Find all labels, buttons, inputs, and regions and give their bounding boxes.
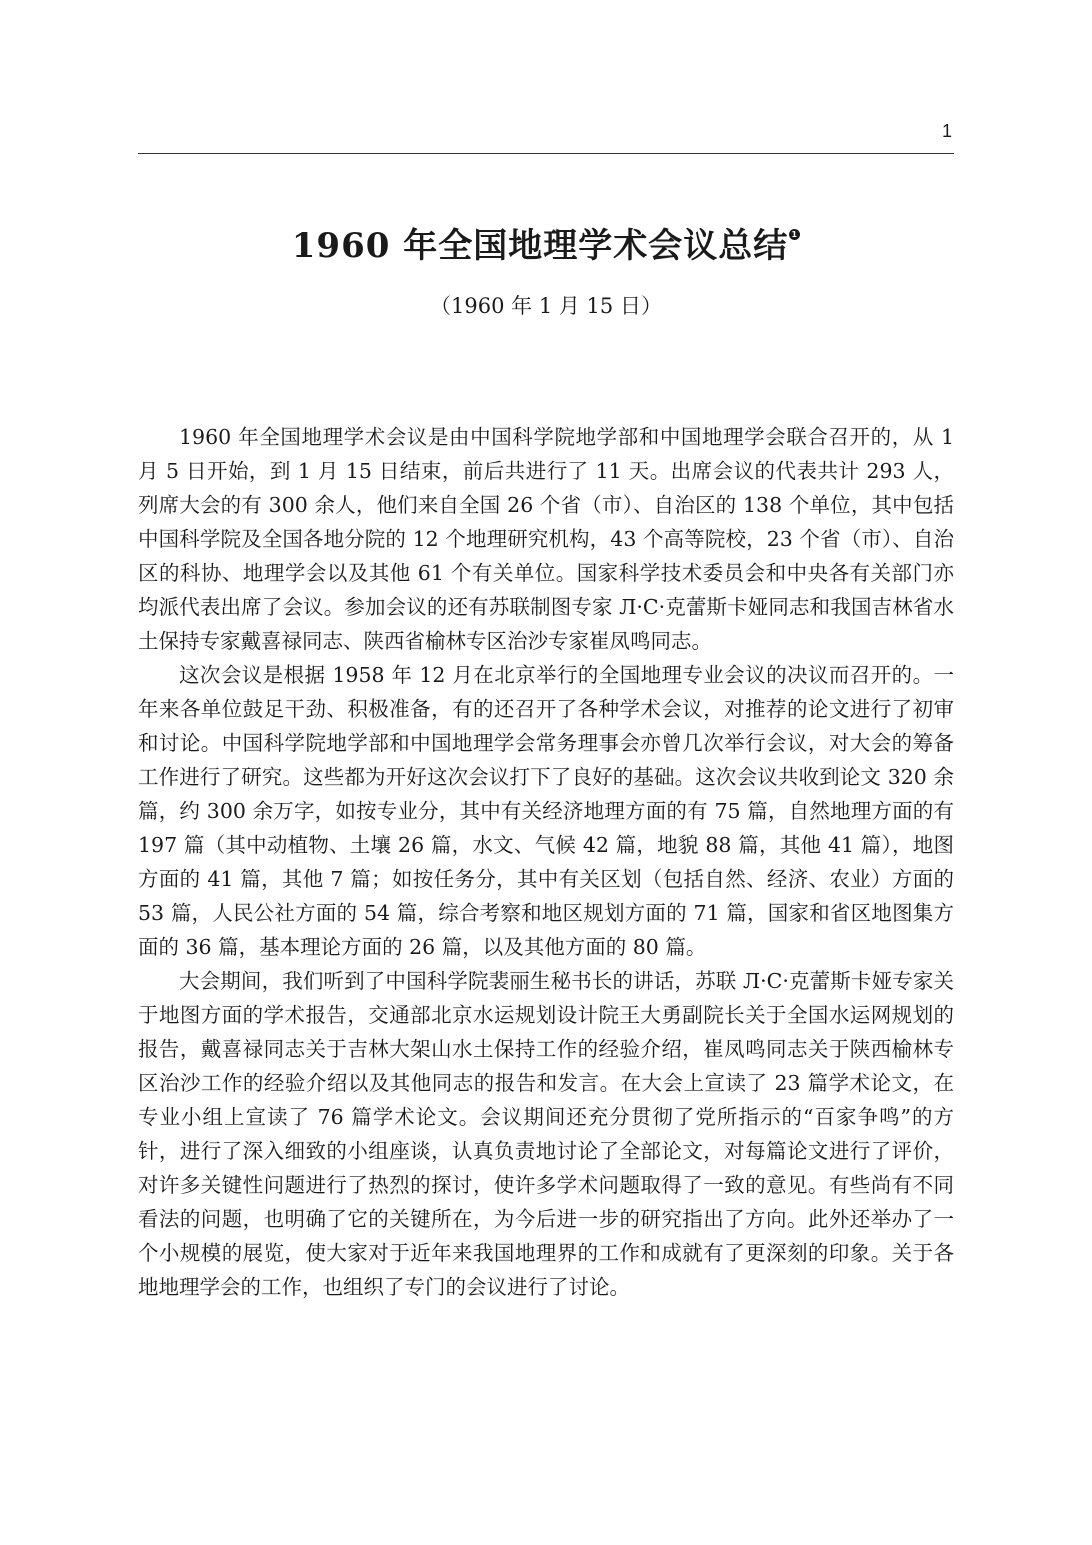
document-title: [138, 222, 954, 270]
paragraph-3: 大会期间，我们听到了中国科学院裴丽生秘书长的讲话，苏联 Л·С·克蕾斯卡娅专家关于地图方面的学术报告，交通部北京水运规划设计院王大勇副院长关于全国水运网规划的报告，戴喜禄同志关于吉林大架山水土保持工作的经验介绍，崔凤鸣同志关于陕西榆林专区治沙工作的经验介绍以及其他同志的报告和发言。在大会上宣读了 23 篇学术论文，在专业小组上宣读了 76 篇学术论文。会议期间还充分贯彻了党所指示的“百家争鸣”的方针，进行了深入细致的小组座谈，认真负责地讨论了全部论文，对每篇论文进行了评价，对许多关键性问题进行了热烈的探讨，使许多学术问题取得了一致的意见。有些尚有不同看法的问题，也明确了它的关键所在，为今后进一步的研究指出了方向。此外还举办了一个小规模的展览，使大家对于近年来我国地理界的工作和成就有了更深刻的印象。关于各地地理学会的工作，也组织了专门的会议进行了讨论。: [138, 969, 954, 1299]
header-rule: [138, 153, 954, 154]
body-text: [138, 420, 954, 1304]
paragraph-1: 1960 年全国地理学术会议是由中国科学院地学部和中国地理学会联合召开的，从 1 月 5 日开始，到 1 月 15 日结束，前后共进行了 11 天。出席会议的代表共计 293 人，列席大会的有 300 余人，他们来自全国 26 个省（市）、自治区的 138 个单位，其中包括中国科学院及全国各地分院的 12 个地理研究机构，43 个高等院校，23 个省（市）、自治区的科协、地理学会以及其他 61 个有关单位。国家科学技术委员会和中央各有关部门亦均派代表出席了会议。参加会议的还有苏联制图专家 Л·С·克蕾斯卡娅同志和我国吉林省水土保持专家戴喜禄同志、陕西省榆林专区治沙专家崔凤鸣同志。: [138, 425, 954, 653]
document-date: （1960 年 1 月 15 日）: [430, 294, 662, 318]
footnote-mark[interactable]: 1: [789, 229, 800, 240]
paragraph-2: 这次会议是根据 1958 年 12 月在北京举行的全国地理专业会议的决议而召开的。一年来各单位鼓足干劲、积极准备，有的还召开了各种学术会议，对推荐的论文进行了初审和讨论。中国科学院地学部和中国地理学会常务理事会亦曾几次举行会议，对大会的筹备工作进行了研究。这些都为开好这次会议打下了良好的基础。这次会议共收到论文 320 余篇，约 300 余万字，如按专业分，其中有关经济地理方面的有 75 篇，自然地理方面的有 197 篇（其中动植物、土壤 26 篇，水文、气候 42 篇，地貌 88 篇，其他 41 篇），地图方面的 41 篇，其他 7 篇；如按任务分，其中有关区划（包括自然、经济、农业）方面的 53 篇，人民公社方面的 54 篇，综合考察和地区规划方面的 71 篇，国家和省区地图集方面的 36 篇，基本理论方面的 26 篇，以及其他方面的 80 篇。: [138, 663, 954, 959]
document-title-text: 1960 年全国地理学术会议总结: [291, 226, 789, 266]
page-number: 1: [941, 121, 952, 141]
